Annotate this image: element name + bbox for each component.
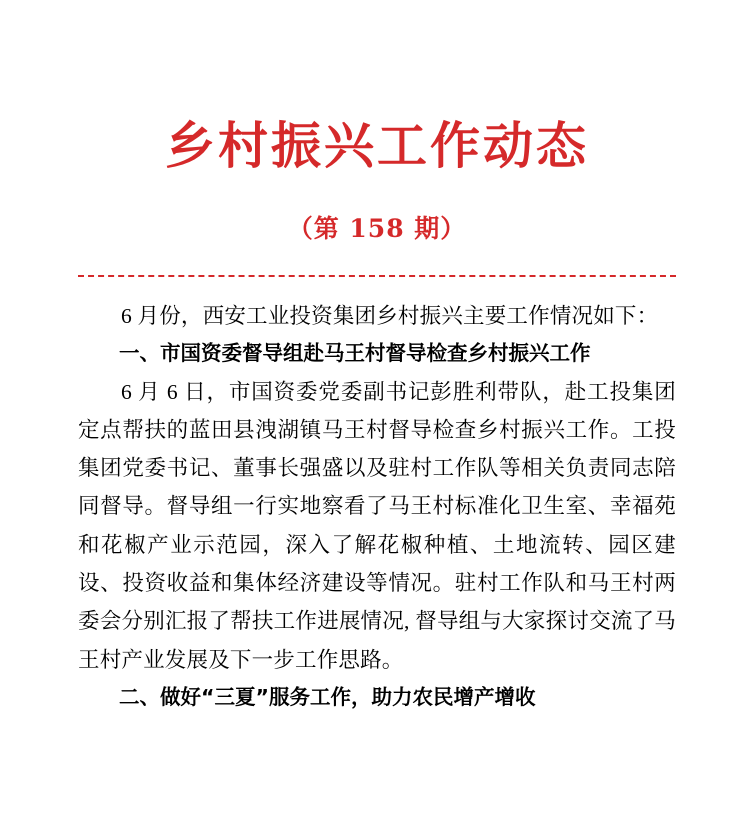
intro-paragraph: 6 月份，西安工业投资集团乡村振兴主要工作情况如下： xyxy=(121,303,659,328)
section-one-body: 6 月 6 日，市国资委党委副书记彭胜利带队，赴工投集团定点帮扶的蓝田县洩湖镇马王村督导检查乡村振兴工作。工投集团党委书记、董事长强盛以及驻村工作队等相关负责同志陪同督导。督导组一行实地察看了马王村标准化卫生室、幸福苑和花椒产业示范园，深入了解花椒种植、土地流转、园区建设、投资收益和集体经济建设等情况。驻村工作队和马王村两委会分别汇报了帮扶工作进展情况, 督导组与大家探讨交流了马王村产业发展及下一步工作思路。 xyxy=(78,379,676,672)
document-body xyxy=(78,297,676,717)
issue-number: （第 158 期） xyxy=(287,213,467,243)
divider-rule xyxy=(78,275,676,277)
section-one-heading: 一、市国资委督导组赴马王村督导检查乡村振兴工作 xyxy=(119,340,591,365)
section-two-heading: 二、做好“三夏”服务工作，助力农民增产增收 xyxy=(119,684,536,709)
masthead-title: 乡村振兴工作动态 xyxy=(165,115,589,175)
document-page xyxy=(0,34,754,827)
